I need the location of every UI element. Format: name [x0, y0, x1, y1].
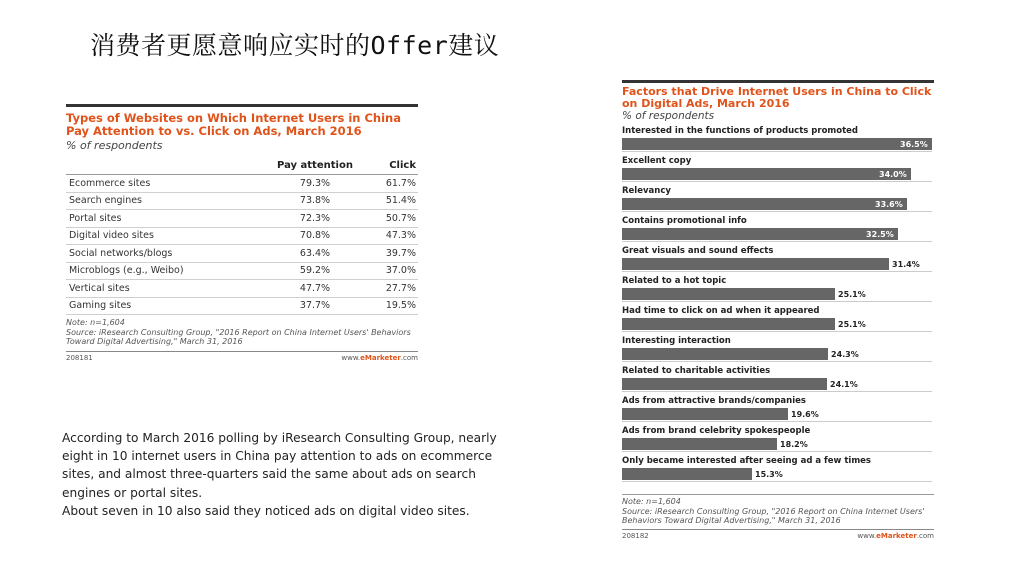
bar-value-label: 33.6% [875, 200, 903, 209]
data-table [66, 160, 418, 315]
bar [622, 348, 828, 360]
category-label: Relevancy [622, 186, 671, 196]
bar [622, 168, 911, 180]
bar-track [622, 198, 932, 212]
table-row [66, 245, 418, 263]
category-label: Excellent copy [622, 156, 692, 166]
category-label: Contains promotional info [622, 216, 747, 226]
table-row [66, 280, 418, 298]
chart-row [622, 246, 934, 276]
row-pay-attention: 37.7% [299, 300, 331, 312]
table-title: Types of Websites on Which Internet Users in China Pay Attention to vs. Click on Ads, March 2016 [66, 111, 401, 138]
bar-value-label: 15.3% [755, 470, 783, 479]
bar-value-label: 18.2% [780, 440, 808, 449]
bar [622, 468, 752, 480]
chart-id: 208182 [622, 531, 649, 540]
chart-brand [857, 532, 934, 540]
chart-card [622, 80, 934, 542]
bar-value-label: 19.6% [791, 410, 819, 419]
row-name: Microblogs (e.g., Weibo) [69, 265, 184, 277]
table-row [66, 193, 418, 211]
chart-brand-prefix: www. [857, 531, 877, 540]
row-pay-attention: 73.8% [299, 195, 331, 207]
table-row [66, 175, 418, 193]
chart-row [622, 276, 934, 306]
bar-value-label: 32.5% [866, 230, 894, 239]
chart-title: Factors that Drive Internet Users in China to Click on Digital Ads, March 2016 [622, 85, 932, 110]
row-pay-attention: 70.8% [299, 230, 331, 242]
chart-row [622, 396, 934, 426]
row-name: Ecommerce sites [69, 177, 151, 189]
bar-track [622, 168, 932, 182]
row-pay-attention: 79.3% [299, 177, 331, 189]
slide-title: 消费者更愿意响应实时的Offer建议 [90, 31, 500, 60]
table-top-rule [66, 104, 418, 107]
chart-row [622, 306, 934, 336]
table-brand [341, 354, 418, 362]
bar-track [622, 438, 932, 452]
row-click: 50.7% [385, 212, 416, 224]
chart-row [622, 216, 934, 246]
bar [622, 438, 777, 450]
bar [622, 288, 835, 300]
row-click: 19.5% [385, 300, 416, 312]
category-label: Related to a hot topic [622, 276, 727, 286]
header-name [66, 160, 265, 171]
row-click: 37.0% [385, 265, 416, 277]
table-row [66, 263, 418, 281]
row-name: Portal sites [69, 212, 122, 224]
table-source: Source: iResearch Consulting Group, "2016 Report on China Internet Users' Behaviors Toward Digital Advertising," March 31, 2016 [66, 327, 411, 346]
bar [622, 408, 788, 420]
bar-track [622, 138, 932, 152]
chart-brand-suffix: .com [916, 531, 934, 540]
bar-value-label: 24.3% [831, 350, 859, 359]
row-name: Social networks/blogs [69, 247, 173, 259]
category-label: Interesting interaction [622, 336, 731, 346]
bar [622, 198, 907, 210]
table-row [66, 210, 418, 228]
row-pay-attention: 47.7% [299, 282, 331, 294]
chart-row [622, 186, 934, 216]
bar-track [622, 468, 932, 482]
bar-track [622, 228, 932, 242]
header-pay-attention: Pay attention [277, 160, 353, 171]
bar-value-label: 34.0% [879, 170, 907, 179]
bar [622, 258, 889, 270]
bar [622, 378, 827, 390]
category-label: Interested in the functions of products promoted [622, 126, 859, 136]
chart-brand-name: eMarketer [876, 531, 917, 540]
body-paragraph-1: According to March 2016 polling by iResearch Consulting Group, nearly eight in 10 internet users in China pay attention to ads on ecommerce sites, and almost three-quarters said the same about ads on search engines or portal sites. [62, 431, 497, 500]
table-row [66, 228, 418, 246]
table-row [66, 298, 418, 316]
category-label: Related to charitable activities [622, 366, 771, 376]
row-name: Search engines [69, 195, 143, 207]
body-text [62, 429, 502, 520]
category-label: Ads from brand celebrity spokespeople [622, 426, 811, 436]
bar-chart [622, 124, 934, 490]
row-name: Vertical sites [69, 282, 130, 294]
bar-track [622, 378, 932, 392]
row-click: 51.4% [385, 195, 416, 207]
bar [622, 138, 932, 150]
chart-row [622, 426, 934, 456]
chart-row [622, 456, 934, 486]
bar-track [622, 258, 932, 272]
row-name: Gaming sites [69, 300, 132, 312]
category-label: Only became interested after seeing ad a few times [622, 456, 871, 466]
table-brand-prefix: www. [341, 353, 361, 362]
bar [622, 318, 835, 330]
chart-subtitle: % of respondents [622, 110, 715, 122]
bar-value-label: 24.1% [830, 380, 858, 389]
category-label: Had time to click on ad when it appeared [622, 306, 820, 316]
body-paragraph-2: About seven in 10 also said they noticed ads on digital video sites. [62, 503, 470, 518]
chart-row [622, 156, 934, 186]
table-note-n: Note: n=1,604 [66, 318, 125, 327]
table-card [66, 104, 418, 362]
table-note [66, 318, 418, 347]
category-label: Ads from attractive brands/companies [622, 396, 806, 406]
table-rows [66, 175, 418, 315]
bar-track [622, 408, 932, 422]
table-header [66, 160, 418, 175]
chart-row [622, 366, 934, 396]
table-id: 208181 [66, 353, 93, 362]
category-label: Great visuals and sound effects [622, 246, 774, 256]
chart-top-rule [622, 80, 934, 83]
row-click: 39.7% [385, 247, 416, 259]
chart-note [622, 494, 934, 526]
header-click: Click [389, 160, 416, 171]
chart-source: Source: iResearch Consulting Group, "2016 Report on China Internet Users' Behaviors Toward Digital Advertising," March 31, 2016 [622, 506, 925, 525]
bar-track [622, 288, 932, 302]
bar-track [622, 348, 932, 362]
row-pay-attention: 59.2% [299, 265, 331, 277]
bar-value-label: 31.4% [892, 260, 920, 269]
table-subtitle: % of respondents [66, 139, 163, 152]
bar-value-label: 25.1% [838, 290, 866, 299]
bar [622, 228, 898, 240]
chart-row [622, 126, 934, 156]
row-click: 27.7% [385, 282, 416, 294]
bar-track [622, 318, 932, 332]
chart-footer [622, 529, 934, 540]
chart-row [622, 336, 934, 366]
chart-note-n: Note: n=1,604 [622, 497, 681, 506]
table-brand-name: eMarketer [360, 353, 401, 362]
row-name: Digital video sites [69, 230, 154, 242]
table-footer [66, 351, 418, 362]
row-pay-attention: 63.4% [299, 247, 331, 259]
table-brand-suffix: .com [400, 353, 418, 362]
row-click: 61.7% [385, 177, 416, 189]
row-click: 47.3% [385, 230, 416, 242]
bar-value-label: 36.5% [900, 140, 928, 149]
bar-value-label: 25.1% [838, 320, 866, 329]
row-pay-attention: 72.3% [299, 212, 331, 224]
